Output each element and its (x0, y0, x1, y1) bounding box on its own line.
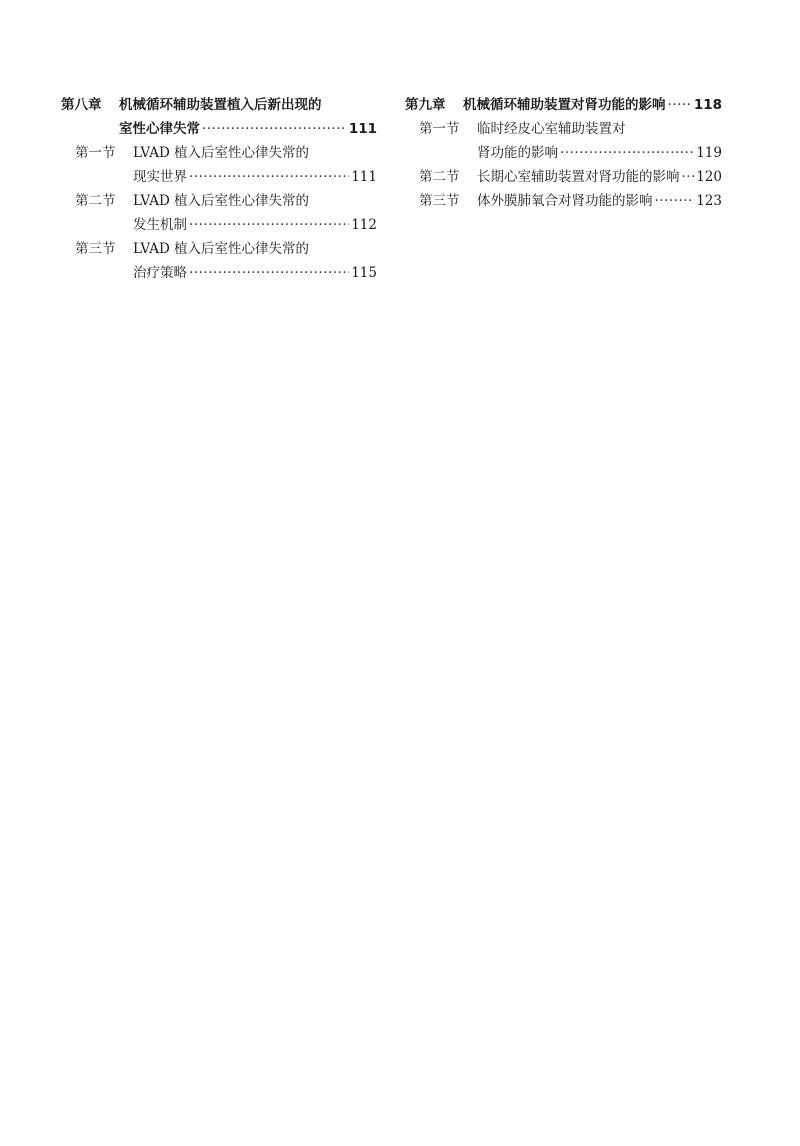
toc-section-8-2-cont[interactable] (61, 213, 377, 237)
section-title-cont: 现实世界 (133, 169, 187, 185)
toc-section-8-2[interactable] (61, 189, 377, 213)
section-label: 第一节 (419, 121, 460, 137)
chapter-title-cont: 室性心律失常 (119, 121, 200, 137)
section-title: 体外膜肺氧合对肾功能的影响 (477, 193, 653, 209)
page-number: 123 (696, 193, 722, 209)
section-title: LVAD 植入后室性心律失常的 (133, 145, 310, 161)
toc-column-left (61, 93, 377, 285)
toc-section-9-1-cont[interactable] (405, 141, 722, 165)
page-number: 111 (351, 169, 377, 185)
section-label: 第三节 (419, 193, 460, 209)
section-title-cont: 治疗策略 (133, 265, 187, 281)
section-label: 第一节 (75, 145, 116, 161)
section-title-cont: 肾功能的影响 (477, 145, 558, 161)
page-number: 115 (351, 265, 377, 281)
toc-chapter-8-cont[interactable] (61, 117, 377, 141)
section-title: LVAD 植入后室性心律失常的 (133, 193, 310, 209)
leader-dots (189, 213, 349, 237)
chapter-title: 机械循环辅助装置对肾功能的影响 (463, 97, 666, 113)
toc-section-8-1-cont[interactable] (61, 165, 377, 189)
leader-dots (668, 93, 692, 117)
section-label: 第二节 (419, 169, 460, 185)
leader-dots (189, 261, 349, 285)
leader-dots (202, 117, 347, 141)
chapter-label: 第九章 (405, 97, 446, 113)
section-leader (477, 189, 722, 213)
chapter-leader (119, 117, 377, 141)
section-title-cont: 发生机制 (133, 217, 187, 233)
chapter-title: 机械循环辅助装置植入后新出现的 (119, 97, 322, 113)
toc-section-9-1[interactable] (405, 117, 722, 141)
section-leader (477, 141, 722, 165)
section-title: LVAD 植入后室性心律失常的 (133, 241, 310, 257)
page-number: 111 (348, 121, 377, 137)
chapter-leader (463, 93, 722, 117)
toc-section-8-1[interactable] (61, 141, 377, 165)
chapter-label: 第八章 (61, 97, 102, 113)
page-number: 119 (696, 145, 722, 161)
page-number: 118 (693, 97, 722, 113)
leader-dots (189, 165, 349, 189)
section-label: 第二节 (75, 193, 116, 209)
section-leader (133, 165, 377, 189)
section-leader (133, 261, 377, 285)
section-leader (477, 165, 722, 189)
toc-column-right (405, 93, 722, 213)
toc-chapter-9[interactable] (405, 93, 722, 117)
section-title: 长期心室辅助装置对肾功能的影响 (477, 169, 680, 185)
toc-section-8-3-cont[interactable] (61, 261, 377, 285)
leader-dots (682, 165, 695, 189)
page-number: 112 (351, 217, 377, 233)
toc-section-9-3[interactable] (405, 189, 722, 213)
toc-section-9-2[interactable] (405, 165, 722, 189)
leader-dots (655, 189, 695, 213)
leader-dots (560, 141, 694, 165)
section-title: 临时经皮心室辅助装置对 (477, 121, 626, 137)
section-leader (133, 213, 377, 237)
toc-chapter-8[interactable] (61, 93, 377, 117)
toc-section-8-3[interactable] (61, 237, 377, 261)
page-number: 120 (696, 169, 722, 185)
section-label: 第三节 (75, 241, 116, 257)
